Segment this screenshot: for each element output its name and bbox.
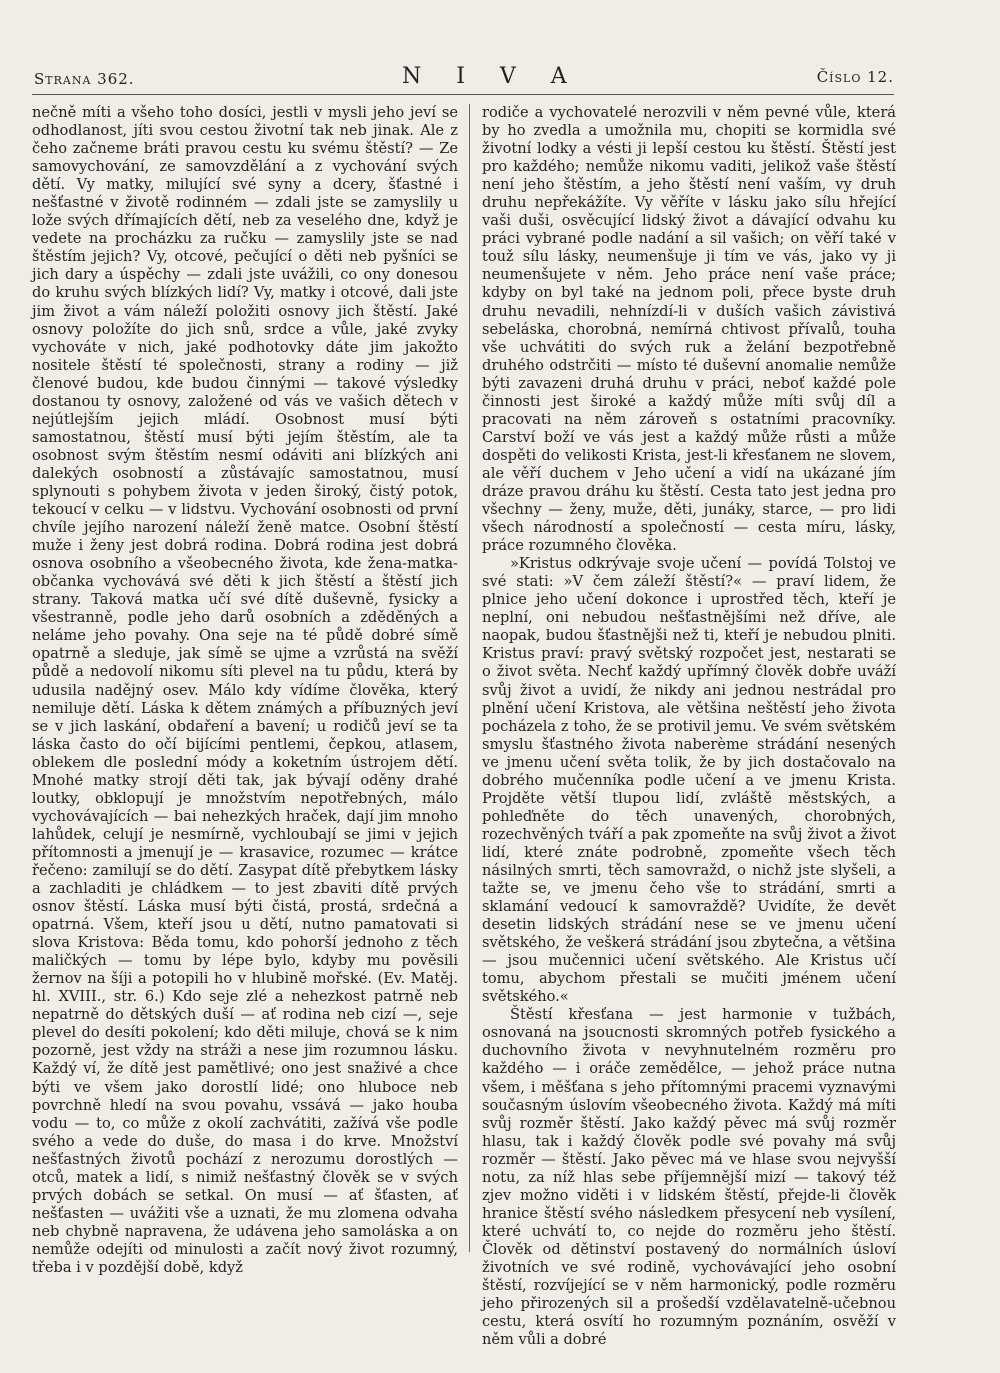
page-number: Strana 362. bbox=[34, 70, 135, 88]
header-rule bbox=[32, 94, 894, 95]
paragraph: »Kristus odkrývaje svoje učení — povídá Tolstoj ve své stati: »V čem záleží štěstí?« — praví lidem, že plnice jeho učení dokonce i uprostřed těch, kteří je neplní, oni nebudou nešťastnějšími než dříve, ale naopak, budou šťastnějši než ti, kteří je nebudou plniti. Kristus praví: pravý světský rozpočet jest, nestarati se o život světa. Nechť každý upřímný člověk dobře uváží svůj život a uvidí, že nikdy ani jednou nestrádal pro plnění učení Kristova, ale většina neštěstí jeho života pocházela z toho, že se protivil jemu. Ve svém světském smyslu šťastného života naberème strádání nesených ve jmenu učení světa tolik, že by jich dostačovalo na dobrého mučenníka podle učení a ve jmenu Krista. Projděte větší tlupou lidí, zvláště městských, a pohleďněte do těch unavených, chorobných, rozechvěných tváří a pak zpomeňte na svůj život a život lidí, které znáte podrobně, zpomeňte všech těch násilných smrti, těch samovražd, o nichž jste slyšeli, a tažte se, ve jmenu čeho vše to strádání, smrti a sklamání vedoucí k samovraždě? Uvidíte, že devět desetin lidských strádání nese se ve jmenu učení světského, že veškerá strádání jsou zbytečna, a většina — jsou mučennici učení světského. Ale Kristus učí tomu, abychom přestali se mučiti jménem učení světského.« bbox=[482, 555, 896, 1006]
issue-number: Číslo 12. bbox=[816, 68, 894, 86]
right-column bbox=[482, 104, 896, 1349]
column-divider bbox=[469, 104, 470, 1252]
page-header bbox=[32, 62, 894, 98]
paragraph: nečně míti a všeho toho dosíci, jestli v mysli jeho jeví se odhodlanost, jíti svou cestou životní tak neb jinak. Ale z čeho začneme bráti pravou cestu ku svému štěstí? — Ze samovychování, ze samovzdělání a z vychování svých dětí. Vy matky, milující své syny a dcery, šťastné i nešťastné v životě rodinném — zdali jste se zamyslily u lože svých dřímajících dětí, neb za veselého dne, když je vedete na procházku za ručku — zamyslily jste se nad štěstím jejich? Vy, otcové, pečující o děti neb pyšníci se jich dary a úspěchy — zdali jste uvážili, co ony donesou do kruhu svých blízkých lidí? Vy, matky i otcové, dali jste jim život a vám náleží položiti osnovy jich štěstí. Jaké osnovy položíte do jich snů, srdce a vůle, jaké zvyky vychováte v nich, jaké podhotovky dáte jim jakožto nositele štěstí té společnosti, strany a rodiny — již členové budou, kde budou činnými — takové výsledky dostanou ty osnovy, založené od vás ve vašich dětech v nejútlejším jejich mládí. Osobnost musí býti samostatnou, štěstí musí býti jejím štěstím, ale ta osobnost svým štěstím nesmí odáviti ani blízkých ani dalekých osobností a zůstávajíc samostatnou, musí splynouti s pohybem života v jeden široký, čistý potok, tekoucí v celku — v lidstvu. Vychování osobnosti od první chvíle jejího narození náleží ženě matce. Osobní štěstí muže i ženy jest dobrá rodina. Dobrá rodina jest dobrá osnova osobního a všeobecného života, kde žena-matka-občanka vychovává své děti k jich štěstí a štěstí jich strany. Taková matka učí své dítě duševně, fysicky a všestranně, podle jeho darů osobních a zděděných a nelámе jeho povahy. Ona seje na té půdě dobré símě opatrně a sleduje, jak símě se ujme a vzrůstá na svěží půdě a nedovolí nikomu síti plevel na tu půdu, která by udusila nadějný osev. Málo kdy vídíme člověka, který nemiluje dětí. Láska k dětem známých a příbuzných jeví se v jich laskání, obdaření a bavení; u rodičů jeví se ta láska často do očí bijícími pentlemi, čepkou, atlasem, oblekem dle poslední módy a koketním ústrojem dětí. Mnohé matky strojí děti tak, jak bývají oděny drahé loutky, obklopují je množstvím nepotřebných, málo vychovávajících — bai nehezkých hraček, dají jim mnoho lahůdek, celují je nesmírně, vychloubají se jimi v jejich přítomnosti a jmenují je — krasavice, rozumec — krátce řečeno: zamilují se do dětí. Zasypat dítě přebytkem lásky a zachladiti je chládkem — to jest zbaviti dítě prvých osnov štěstí. Láska musí býti čistá, prostá, srdečná a opatrná. Všem, kteří jsou u dětí, nutno pamatovati si slova Kristova: Běda tomu, kdo pohorší jednoho z těch maličkých — tomu by lépe bylo, kdyby mu pověsili žernov na šíji a potopili ho v hlubině mořské. (Ev. Matěj. hl. XVIII., str. 6.) Kdo seje zlé a nehezkost patrně neb nepatrně do dětských duší — ať rodina neb cizí —, seje plevel do desíti pokolení; kdo děti miluje, chová se k nim pozorně, jest vždy na stráži a nese jim rozumnou lásku. Každý ví, že dítě jest pamětlivé; ono jest snaživé a chce býti ve všem jako dorostlí lidé; ono hluboce neb povrchně hledí na svou povahu, vssává — jako houba vodu — to, co může z okolí zachvátiti, zažívá vše podle svého a vede do duše, do masa i do krve. Množství nešťastných životů pochází z nerozumu dorostlých — otců, matek a lidí, s nimiž nešťastný člověk se v svých prvých dobách se setkal. On musí — ať šťasten, ať nešťasten — uvážiti vše a uznati, že mu zlomena odvaha neb chybně napravena, že udávena jeho samoláska a on nemůže odejíti od minulosti a začít nový život rozumný, třeba i v pozdější době, když bbox=[32, 104, 458, 1276]
paragraph: rodiče a vychovatelé nerozvili v něm pevné vůle, která by ho zvedla a umožnila mu, chopiti se kormidla své životní lodky a vésti ji lepší cestou ku štěstí. Štěstí jest pro každého; nemůže nikomu vaditi, jelikož vaše štěstí není jeho štěstím, a jeho štěstí není vaším, vy druh druhu nepřekážíte. Vy věříte v lásku jako sílu hřející vaši duši, osvěcující lidský život a dávající odvahu ku práci vybrané podle nadání a sil vašich; on věří také v touž sílu lásky, neumenšuje ji tím ve vás, jako vy ji neumenšujete v něm. Jeho práce není vaše práce; kdyby on byl také na jednom poli, přece byste druh druhu nevadili, nehnízdí-li v duších vašich závistivá sebeláska, chorobná, nemírná chtivost přívalů, touha vše uchvátiti do svých ruk a želání bezpotřebně druhého odstrčiti — místo té duševní anomalie nemůže býti zavazeni druhá druhu v práci, neboť každé pole činnosti jest široké a každý může míti svůj díl a pracovati na něm zároveň s ostatními pracovníky. Carství boží ve vás jest a každý může růsti a může dospěti do velikosti Krista, jest-li křesťanem ne slovem, ale věří duchem v Jeho učení a vidí na ukázané jím dráze pravou dráhu ku štěstí. Cesta tato jest jedna pro všechny — ženy, muže, děti, junáky, starce, — pro lidi všech národností a společností — cesta míru, lásky, práce rozumného člověka. bbox=[482, 104, 896, 555]
left-column bbox=[32, 104, 458, 1277]
paragraph: Štěstí křesťana — jest harmonie v tužbách, osnovaná na jsoucnosti skromných potřeb fysického a duchovního života v nevyhnutelném rozměru pro každého — i oráče zemědělce, — jehož práce nutna všem, i měšťana s jeho přítomnými pracemi vyznavými současným úslovím všeobecného života. Každý má míti svůj rozměr štěstí. Jako každý pěvec má svůj rozměr hlasu, tak i každý člověk podle své povahy má svůj rozměr — štěstí. Jako pěvec má ve hlase svou nejvyšší notu, za níž hlas sebe příjemnější mizí — takový též zjev možno viděti i v lidském štěstí, přejde-li člověk hranice štěstí svého následkem přesycení neb vysílení, které uchvátí to, co nejde do rozměru jeho štěstí. Člověk od dětinství postavený do normálních úsloví životních ve své rodině, vychovávající jeho osobní štěstí, rozvíjející se v něm harmonický, podle rozměru jeho přirozených sil a prošedší vzdělavatelně-učebnou cestu, která osvítí ho rozumným poznáním, osvěží v něm vůli a dobré bbox=[482, 1006, 896, 1349]
journal-title: N I V A bbox=[402, 64, 581, 89]
